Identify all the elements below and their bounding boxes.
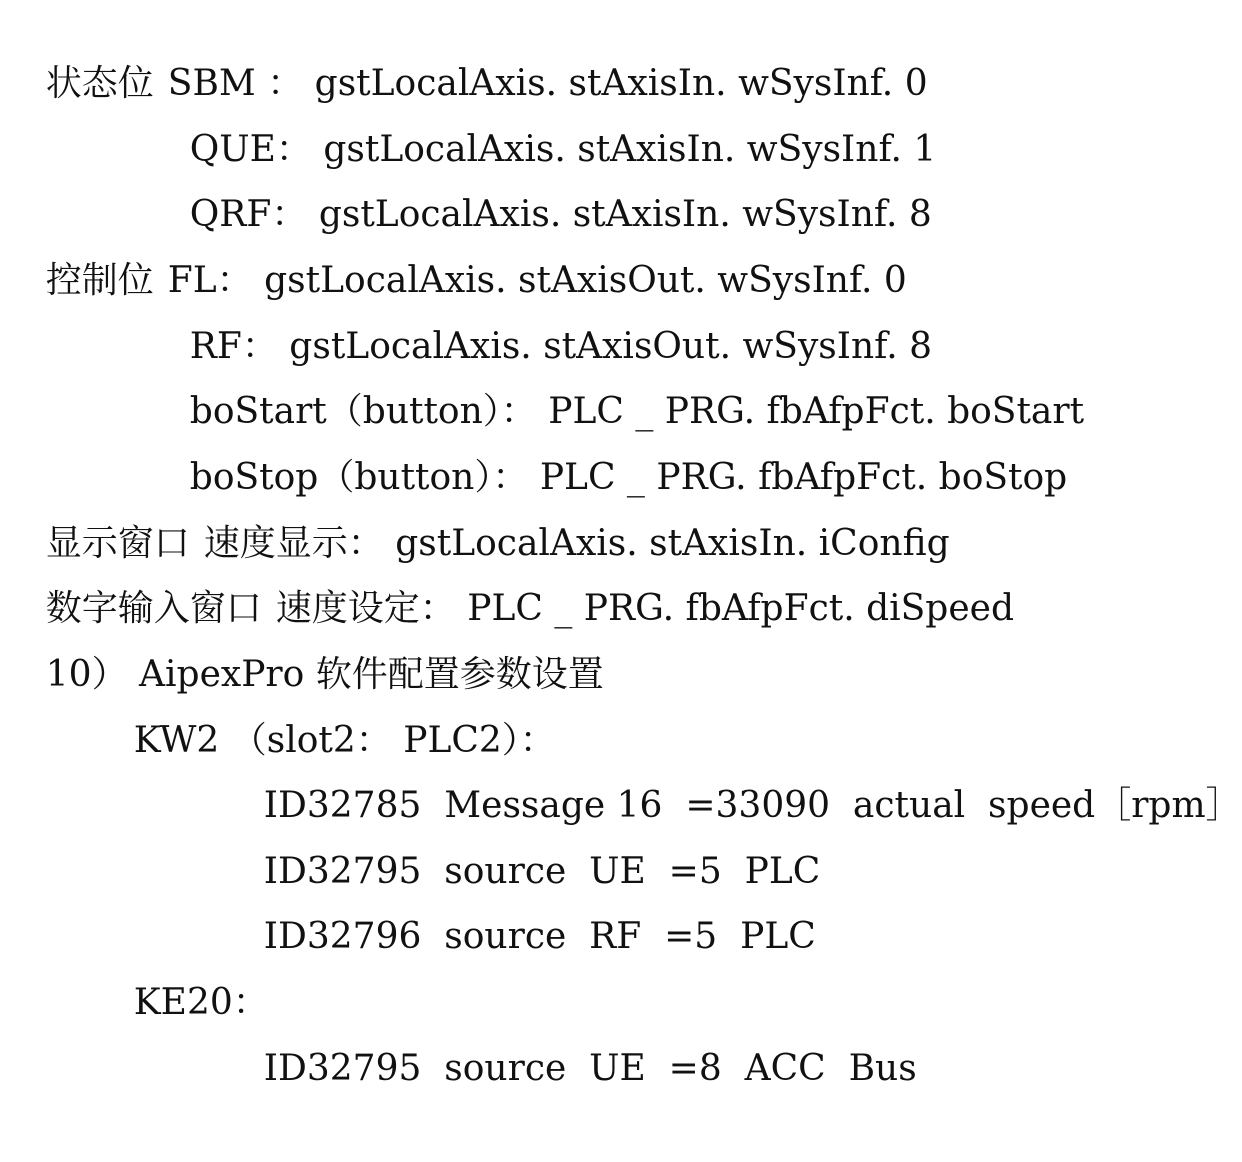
line-status-qrf — [144, 122, 932, 235]
line-status-que — [144, 57, 937, 170]
line-display-window — [0, 451, 950, 564]
section-label-numeric-input-window: 数字输入窗口 — [45, 588, 262, 629]
line-text: ID32796 source RF =5 PLC — [263, 916, 816, 957]
section-label-control-bits: 控制位 — [45, 260, 154, 301]
section-label-status-bits: 状态位 — [45, 63, 154, 104]
param-line — [218, 713, 1242, 826]
line-text: KE20： — [133, 982, 269, 1023]
line-text: QRF： gstLocalAxis. stAxisIn. wSysInf. 8 — [189, 194, 932, 235]
line-text: ID32785 Message 16 =33090 actual speed［rpm］ — [263, 785, 1242, 826]
line-text: ID32795 source UE =5 PLC — [263, 851, 821, 892]
line-control-rf — [144, 254, 932, 367]
line-text: 速度显示： gstLocalAxis. stAxisIn. iConfig — [203, 523, 950, 564]
line-status-sbm — [0, 0, 928, 104]
line-text: KW2 （slot2： PLC2）： — [133, 720, 556, 761]
line-text: SBM ： gstLocalAxis. stAxisIn. wSysInf. 0 — [167, 63, 928, 104]
line-text: QUE： gstLocalAxis. stAxisIn. wSysInf. 1 — [189, 129, 937, 170]
line-text: FL： gstLocalAxis. stAxisOut. wSysInf. 0 — [167, 260, 907, 301]
line-text: ID32795 source UE =8 ACC Bus — [263, 1048, 917, 1089]
line-control-fl — [0, 188, 907, 301]
line-numeric-input-window — [0, 516, 1015, 629]
line-text: boStop（button）： PLC _ PRG. fbAfpFct. boStop — [189, 457, 1068, 498]
subheading-ke20 — [88, 910, 269, 1023]
param-line — [218, 976, 917, 1089]
param-line — [218, 844, 816, 957]
line-text: 10） AipexPro 软件配置参数设置 — [45, 654, 604, 695]
section-heading-aipexpro — [0, 582, 604, 695]
line-text: boStart（button）： PLC _ PRG. fbAfpFct. boStart — [189, 391, 1085, 432]
line-control-bostart — [144, 319, 1085, 432]
subheading-kw2 — [88, 648, 556, 761]
line-control-bostop — [144, 385, 1068, 498]
line-text: 速度设定： PLC _ PRG. fbAfpFct. diSpeed — [275, 588, 1015, 629]
section-label-display-window: 显示窗口 — [45, 523, 190, 564]
line-text: RF： gstLocalAxis. stAxisOut. wSysInf. 8 — [189, 326, 932, 367]
param-line — [218, 779, 821, 892]
